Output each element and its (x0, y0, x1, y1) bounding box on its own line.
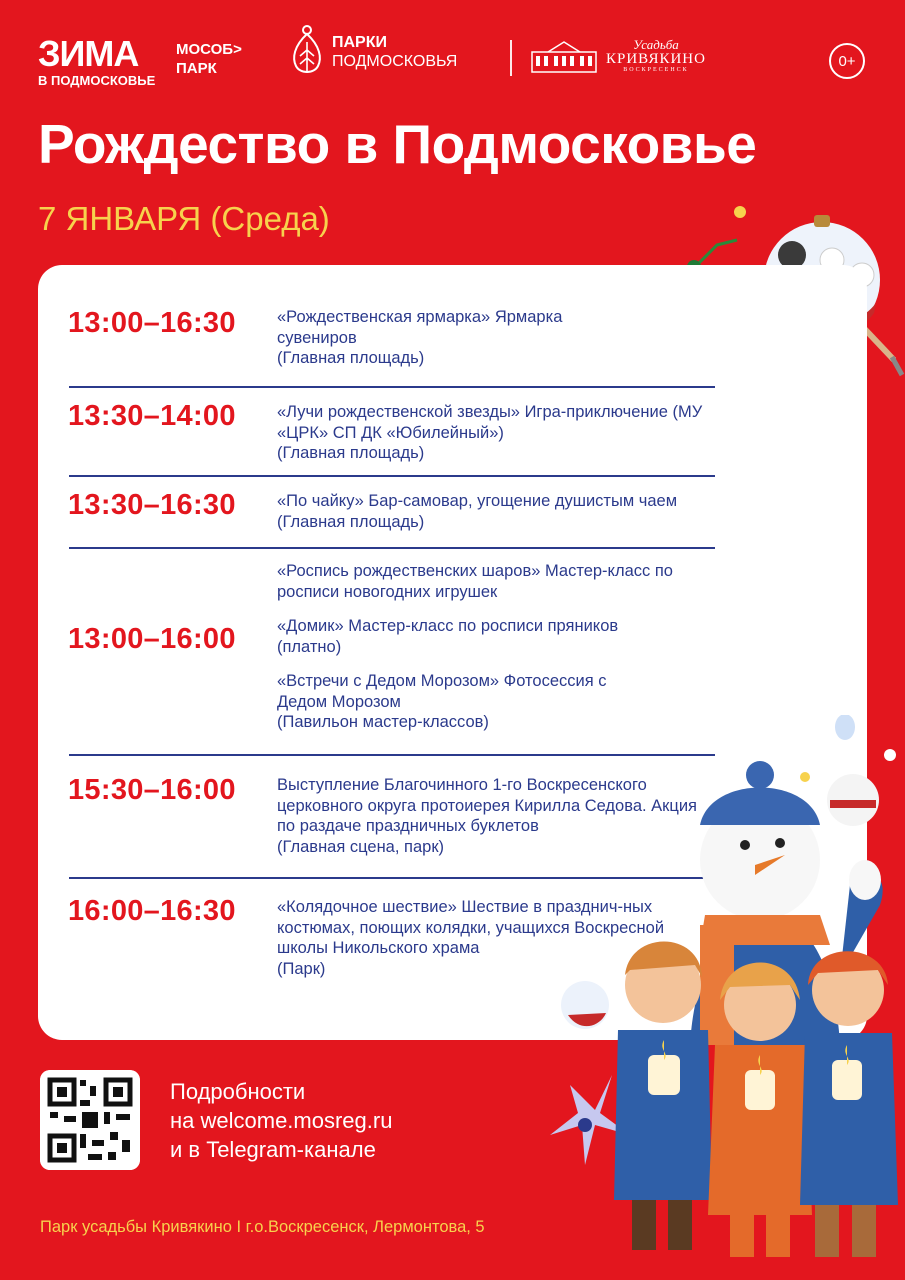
logo-divider (510, 40, 512, 76)
event-title: «Роспись рождественских шаров» Мастер-класс по росписи новогодних игрушек (277, 562, 673, 601)
schedule-time: 13:30–14:00 (68, 400, 236, 432)
parki-logo (290, 24, 457, 80)
event-title: «Встречи с Дедом Морозом» Фотосессия с Дедом Морозом (277, 672, 607, 711)
event-location: (Парк) (277, 959, 326, 978)
event-title: «Рождественская ярмарка» Ярмарка сувениров (277, 308, 563, 347)
event-date: 7 ЯНВАРЯ (Среда) (38, 200, 330, 237)
telegram-link[interactable]: и в Telegram-канале (170, 1137, 376, 1162)
parki-line-1: ПАРКИ (332, 34, 387, 51)
zima-logo-title: ЗИМА (38, 33, 139, 74)
krivyakino-script: Усадьба (633, 37, 679, 52)
schedule-description (277, 402, 727, 464)
snowman-children-illustration (540, 715, 905, 1280)
schedule-time: 15:30–16:00 (68, 774, 236, 806)
event-title: «Колядочное шествие» Шествие в празднич-ных костюмах, поющих колядки, учащихся Воскресной школы Никольского храма (277, 898, 665, 957)
event-title: «Лучи рождественской звезды» Игра-приключение (МУ «ЦРК» СП ДК «Юбилейный») (277, 403, 703, 442)
more-info-text (170, 1077, 470, 1164)
event-title: Выступление Благочинного 1-го Воскресенского церковного округа протоиерея Кирилла Седова. Акция по раздаче праздничных буклетов (277, 776, 697, 835)
schedule-time: 13:30–16:30 (68, 489, 236, 521)
row-divider (69, 547, 715, 549)
row-divider (69, 386, 715, 388)
event-title: «Домик» Мастер-класс по росписи пряников (платно) (277, 617, 619, 656)
event-location: (Павильон мастер-классов) (277, 713, 489, 731)
schedule-description (277, 491, 727, 532)
more-info-line: Подробности (170, 1079, 306, 1104)
zima-logo-subtitle: В ПОДМОСКОВЬЕ (38, 73, 156, 88)
mosob-park-logo: МОСОБ> ПАРК (176, 41, 242, 77)
schedule-time: 16:00–16:30 (68, 895, 236, 927)
krivyakino-name: КРИВЯКИНО (606, 51, 706, 67)
event-location: (Главная площадь) (277, 512, 425, 531)
website-link[interactable]: на welcome.mosreg.ru (170, 1108, 393, 1133)
row-divider (69, 475, 715, 477)
schedule-time: 13:00–16:00 (68, 623, 236, 655)
parki-line-2: ПОДМОСКОВЬЯ (332, 53, 458, 70)
tree-ornament-icon (290, 24, 324, 80)
event-location: (Главная площадь) (277, 349, 425, 367)
krivyakino-sub: ВОСКРЕСЕНСК (623, 67, 689, 73)
manor-house-icon (530, 38, 598, 74)
event-location: (Главная площадь) (277, 444, 425, 462)
schedule-description (277, 307, 727, 369)
page-title: Рождество в Подмосковье (38, 113, 757, 175)
event-location: (Главная сцена, парк) (277, 837, 445, 856)
qr-code[interactable] (40, 1070, 140, 1170)
krivyakino-logo (530, 38, 706, 74)
schedule-time: 13:00–16:30 (68, 307, 236, 339)
schedule-description (277, 561, 727, 733)
age-rating-badge: 0+ (829, 43, 865, 79)
venue-address: Парк усадьбы Кривякино I г.о.Воскресенск, Лермонтова, 5 (40, 1218, 485, 1236)
zima-logo (38, 33, 156, 88)
event-title: «По чайку» Бар-самовар, угощение душистым чаем (277, 492, 678, 510)
